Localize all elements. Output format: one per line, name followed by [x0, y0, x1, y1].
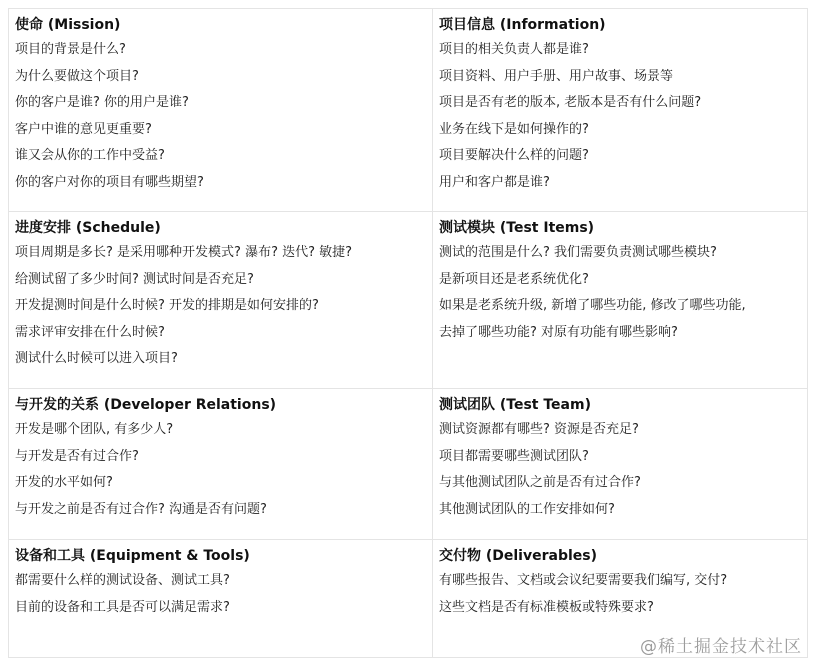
section-equipment-tools	[9, 540, 432, 659]
section-title: 进度安排 (Schedule)	[15, 220, 161, 236]
question-item: 为什么要做这个项目?	[15, 68, 139, 84]
watermark: @稀土掘金技术社区	[640, 637, 802, 657]
section-title: 与开发的关系 (Developer Relations)	[15, 397, 277, 413]
question-item: 需求评审安排在什么时候?	[15, 324, 165, 340]
question-item: 其他测试团队的工作安排如何?	[439, 501, 615, 517]
question-item: 开发是哪个团队, 有多少人?	[15, 422, 174, 437]
question-item: 给测试留了多少时间? 测试时间是否充足?	[15, 271, 254, 287]
question-list	[439, 41, 809, 192]
section-test-items	[433, 212, 809, 388]
question-item: 项目的背景是什么?	[15, 42, 126, 57]
section-title: 项目信息 (Information)	[439, 17, 606, 33]
question-item: 这些文档是否有标准模板或特殊要求?	[439, 599, 654, 615]
question-item: 业务在线下是如何操作的?	[439, 121, 589, 137]
question-item: 项目的相关负责人都是谁?	[439, 42, 589, 57]
question-item: 与开发是否有过合作?	[15, 448, 139, 464]
info-table	[8, 8, 808, 658]
section-title: 设备和工具 (Equipment & Tools)	[15, 548, 250, 564]
section-schedule	[9, 212, 432, 388]
question-list	[439, 572, 809, 617]
question-item: 项目资料、用户手册、用户故事、场景等	[439, 68, 674, 84]
question-item: 你的客户是谁? 你的用户是谁?	[15, 95, 189, 111]
question-item: 用户和客户都是谁?	[439, 174, 550, 190]
section-mission	[9, 9, 432, 211]
question-item: 开发的水平如何?	[15, 475, 113, 491]
section-information	[433, 9, 809, 211]
question-list	[15, 41, 432, 192]
question-item: 项目要解决什么样的问题?	[439, 148, 589, 164]
question-list	[15, 572, 432, 617]
question-list	[439, 244, 809, 342]
question-item: 都需要什么样的测试设备、测试工具?	[15, 573, 230, 588]
section-title: 交付物 (Deliverables)	[439, 548, 598, 564]
question-item: 与其他测试团队之前是否有过合作?	[439, 475, 641, 491]
section-developer-relations	[9, 389, 432, 539]
question-item: 客户中谁的意见更重要?	[15, 121, 152, 137]
question-list	[15, 421, 432, 519]
question-item: 测试什么时候可以进入项目?	[15, 351, 178, 367]
question-item: 你的客户对你的项目有哪些期望?	[15, 174, 204, 190]
question-item: 测试的范围是什么? 我们需要负责测试哪些模块?	[439, 245, 717, 260]
question-item: 项目都需要哪些测试团队?	[439, 448, 589, 464]
section-title: 测试模块 (Test Items)	[439, 220, 595, 236]
question-item: 与开发之前是否有过合作? 沟通是否有问题?	[15, 501, 267, 517]
question-item: 去掉了哪些功能? 对原有功能有哪些影响?	[439, 324, 678, 340]
question-item: 谁又会从你的工作中受益?	[15, 148, 165, 164]
question-item: 如果是老系统升级, 新增了哪些功能, 修改了哪些功能,	[439, 298, 746, 314]
question-item: 有哪些报告、文档或会议纪要需要我们编写, 交付?	[439, 573, 728, 588]
question-item: 是新项目还是老系统优化?	[439, 271, 589, 287]
section-title: 使命 (Mission)	[15, 17, 121, 33]
section-title: 测试团队 (Test Team)	[439, 397, 591, 413]
question-item: 目前的设备和工具是否可以满足需求?	[15, 599, 230, 615]
question-item: 开发提测时间是什么时候? 开发的排期是如何安排的?	[15, 298, 319, 314]
question-item: 测试资源都有哪些? 资源是否充足?	[439, 422, 639, 437]
question-item: 项目是否有老的版本, 老版本是否有什么问题?	[439, 95, 702, 111]
question-item: 项目周期是多长? 是采用哪种开发模式? 瀑布? 迭代? 敏捷?	[15, 245, 353, 260]
question-list	[439, 421, 809, 519]
section-test-team	[433, 389, 809, 539]
question-list	[15, 244, 432, 368]
